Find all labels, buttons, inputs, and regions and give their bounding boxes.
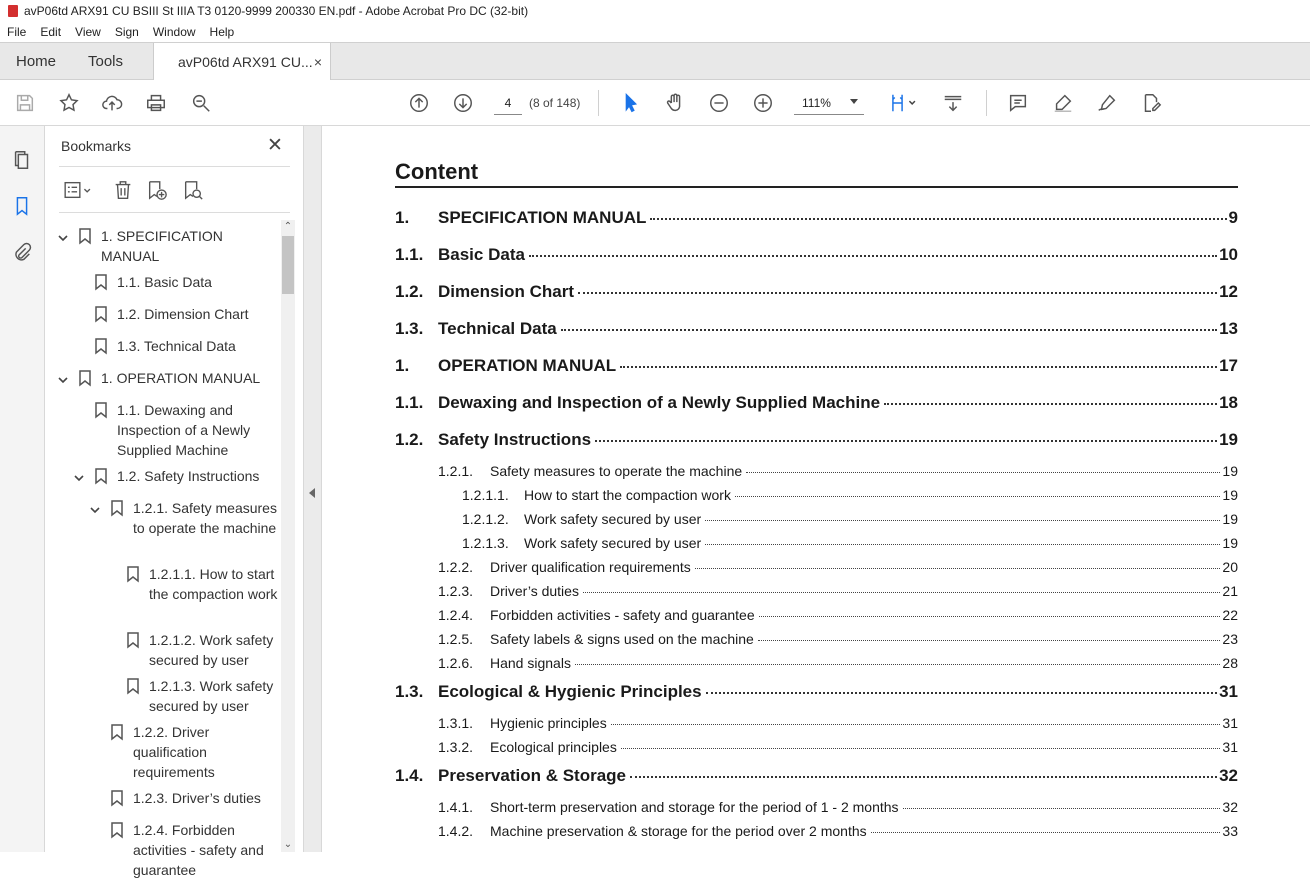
menu-edit[interactable]: Edit xyxy=(40,25,62,39)
bookmark-label: 1.1. Basic Data xyxy=(117,274,212,290)
toc-number: 1.2.1. xyxy=(438,463,474,479)
bookmark-label: 1.2.2. Driver qualification requirements xyxy=(133,724,215,780)
menu-bar xyxy=(0,22,1310,42)
previous-page-icon[interactable] xyxy=(407,91,431,115)
toc-label: Preservation & Storage xyxy=(438,766,627,785)
toc-leader xyxy=(884,403,1217,405)
toc-leader xyxy=(746,472,1220,473)
comment-icon[interactable] xyxy=(1006,91,1030,115)
chevron-down-icon[interactable] xyxy=(73,469,83,479)
toc-label: Hygienic principles xyxy=(490,715,607,731)
toc-leader xyxy=(529,255,1217,257)
toc-page-number: 33 xyxy=(1222,823,1238,839)
menu-file[interactable]: File xyxy=(7,25,27,39)
page-count: (8 of 148) xyxy=(529,96,581,110)
tab-document[interactable] xyxy=(153,43,331,81)
draw-sign-icon[interactable] xyxy=(1095,91,1119,115)
tab-document-label: avP06td ARX91 CU... xyxy=(178,54,313,70)
toc-page-number: 19 xyxy=(1222,535,1238,551)
scroll-thumb[interactable] xyxy=(282,236,294,294)
toc-leader xyxy=(705,544,1220,545)
toc-number: 1.2. xyxy=(395,282,424,301)
tab-home[interactable]: Home xyxy=(16,53,57,70)
bookmark-label: 1.2.1.2. Work safety secured by user xyxy=(149,632,274,668)
bookmark-scrollbar[interactable] xyxy=(281,220,295,852)
toc-label: Technical Data xyxy=(438,319,557,338)
toc-leader xyxy=(630,776,1217,778)
toc-page-number: 10 xyxy=(1219,245,1238,264)
toc-page-number: 32 xyxy=(1222,799,1238,815)
toc-page-number: 9 xyxy=(1228,208,1238,227)
toc-label: Ecological & Hygienic Principles xyxy=(438,682,702,701)
toc-number: 1.2.6. xyxy=(438,655,474,671)
toc-number: 1.2. xyxy=(395,430,424,449)
toc-number: 1.2.2. xyxy=(438,559,474,575)
bookmark-label: 1.1. Dewaxing and Inspection of a Newly Supplied Machine xyxy=(117,402,251,458)
menu-view[interactable]: View xyxy=(75,25,101,39)
menu-help[interactable]: Help xyxy=(209,25,235,39)
title-bar xyxy=(0,0,1310,22)
toc-page-number: 19 xyxy=(1222,487,1238,503)
toc-entry[interactable] xyxy=(438,715,1238,731)
toc-page-number: 19 xyxy=(1219,430,1238,449)
toc-leader xyxy=(583,592,1220,593)
bookmark-icon xyxy=(111,500,123,516)
toc-leader xyxy=(578,292,1217,294)
tab-tools[interactable]: Tools xyxy=(88,53,124,70)
toc-number: 1. xyxy=(395,208,410,227)
bookmark-icon xyxy=(127,632,139,648)
bookmark-icon xyxy=(127,678,139,694)
bookmark-icon xyxy=(79,370,91,386)
bookmark-label: 1.2. Dimension Chart xyxy=(117,306,249,322)
toc-label: Ecological principles xyxy=(490,739,617,755)
toc-leader xyxy=(903,808,1221,809)
toc-entry[interactable] xyxy=(395,356,1238,376)
toc-label: Short-term preservation and storage for the period of 1 - 2 months xyxy=(490,799,899,815)
bookmark-icon xyxy=(95,306,107,322)
toc-page-number: 19 xyxy=(1222,511,1238,527)
toc-label: OPERATION MANUAL xyxy=(438,356,617,375)
scroll-up-icon[interactable]: ⌃ xyxy=(283,221,293,232)
toc-entry[interactable] xyxy=(395,682,1238,702)
highlight-pen-icon[interactable] xyxy=(1051,91,1075,115)
toc-page-number: 28 xyxy=(1222,655,1238,671)
toc-page-number: 12 xyxy=(1219,282,1238,301)
toc-entry[interactable] xyxy=(395,208,1238,228)
toc-leader xyxy=(650,218,1226,220)
toc-page-number: 23 xyxy=(1222,631,1238,647)
bookmark-label: 1.2.3. Driver’s duties xyxy=(133,790,261,806)
toolbar-divider xyxy=(598,90,599,116)
bookmark-label: 1.3. Technical Data xyxy=(117,338,236,354)
toc-label: How to start the compaction work xyxy=(524,487,731,503)
bookmark-icon xyxy=(95,338,107,354)
toc-page-number: 21 xyxy=(1222,583,1238,599)
toc-number: 1. xyxy=(395,356,410,375)
toc-label: Basic Data xyxy=(438,245,525,264)
toc-number: 1.2.1.1. xyxy=(462,487,509,503)
bookmark-label: 1. OPERATION MANUAL xyxy=(101,370,261,386)
toc-label: Dimension Chart xyxy=(438,282,575,301)
tab-close-icon[interactable]: × xyxy=(313,54,322,70)
toc-leader xyxy=(695,568,1221,569)
scroll-mode-icon[interactable] xyxy=(941,91,965,115)
toc-number: 1.2.5. xyxy=(438,631,474,647)
toc-entry[interactable] xyxy=(438,739,1238,755)
panel-collapse-handle[interactable] xyxy=(303,126,322,852)
toc-leader xyxy=(611,724,1221,725)
search-zoom-icon[interactable] xyxy=(189,91,213,115)
toc-number: 1.3. xyxy=(395,319,424,338)
toc-leader xyxy=(735,496,1220,497)
window-title: avP06td ARX91 CU BSIII St IIIA T3 0120-9999 200330 EN.pdf - Adobe Acrobat Pro DC (32-bit) xyxy=(24,4,529,18)
document-view[interactable] xyxy=(322,126,1310,852)
toc-leader xyxy=(620,366,1217,368)
toc-label: Driver qualification requirements xyxy=(490,559,691,575)
toc-page-number: 20 xyxy=(1222,559,1238,575)
toc-number: 1.3. xyxy=(395,682,424,701)
toc-label: Driver’s duties xyxy=(490,583,579,599)
toc-number: 1.4. xyxy=(395,766,424,785)
toc-page-number: 32 xyxy=(1219,766,1238,785)
toc-entry[interactable] xyxy=(438,823,1238,839)
zoom-select[interactable] xyxy=(794,91,864,115)
toc-entry[interactable] xyxy=(462,511,1238,527)
bookmark-label: 1. SPECIFICATION MANUAL xyxy=(101,228,223,264)
toc-entry[interactable] xyxy=(438,583,1238,599)
toc-entry[interactable] xyxy=(462,487,1238,503)
chevron-down-icon[interactable] xyxy=(57,229,67,239)
divider xyxy=(59,166,290,167)
toc-number: 1.4.2. xyxy=(438,823,474,839)
toc-label: Safety measures to operate the machine xyxy=(490,463,743,479)
hand-tool-icon[interactable] xyxy=(663,91,687,115)
toc-leader xyxy=(759,616,1221,617)
toc-entry[interactable] xyxy=(395,245,1238,265)
menu-window[interactable]: Window xyxy=(152,25,196,39)
toc-entry[interactable] xyxy=(438,559,1238,575)
bookmarks-title: Bookmarks xyxy=(61,138,132,154)
scroll-down-icon[interactable]: ⌄ xyxy=(283,839,293,850)
toc-entry[interactable] xyxy=(438,799,1238,815)
toc-number: 1.2.1.3. xyxy=(462,535,509,551)
toc-number: 1.2.3. xyxy=(438,583,474,599)
toc-label: Machine preservation & storage for the period over 2 months xyxy=(490,823,867,839)
toc-label: Work safety secured by user xyxy=(524,535,702,551)
upload-cloud-icon[interactable] xyxy=(100,91,124,115)
toc-leader xyxy=(871,832,1221,833)
bookmark-icon xyxy=(111,724,123,740)
page-number-input[interactable]: 4 xyxy=(494,91,522,115)
chevron-down-icon[interactable] xyxy=(57,371,67,381)
star-icon[interactable] xyxy=(57,91,81,115)
toc-label: Safety Instructions xyxy=(438,430,592,449)
find-bookmark-icon[interactable] xyxy=(181,176,205,204)
print-icon[interactable] xyxy=(144,91,168,115)
divider xyxy=(59,212,290,213)
toc-number: 1.3.1. xyxy=(438,715,474,731)
tab-bar xyxy=(0,42,1310,80)
bookmark-label: 1.2.4. Forbidden activities - safety and guarantee xyxy=(133,822,264,878)
acrobat-icon xyxy=(8,5,18,17)
attachment-icon[interactable] xyxy=(10,240,34,264)
toc-number: 1.1. xyxy=(395,393,424,412)
chevron-down-icon[interactable] xyxy=(89,501,99,511)
toc-entry[interactable] xyxy=(395,430,1238,450)
toc-number: 1.1. xyxy=(395,245,424,264)
page-thumbnails-icon[interactable] xyxy=(10,148,34,172)
toc-label: Dewaxing and Inspection of a Newly Supplied Machine xyxy=(438,393,881,412)
left-rail xyxy=(0,126,45,852)
toc-leader xyxy=(575,664,1220,665)
page-fit-icon[interactable] xyxy=(886,91,920,115)
select-cursor-icon[interactable] xyxy=(619,91,643,115)
toc-page-number: 31 xyxy=(1222,739,1238,755)
bookmark-icon xyxy=(111,790,123,806)
bookmark-icon xyxy=(95,274,107,290)
toc-entry[interactable] xyxy=(395,319,1238,339)
toc-entry[interactable] xyxy=(395,282,1238,302)
bookmark-label: 1.2.1. Safety measures to operate the machine xyxy=(133,500,277,536)
new-bookmark-icon[interactable] xyxy=(145,176,169,204)
bookmark-icon xyxy=(79,228,91,244)
delete-bookmark-icon[interactable] xyxy=(111,176,135,204)
bookmark-icon xyxy=(111,822,123,838)
toolbar-divider xyxy=(986,90,987,116)
toc-number: 1.4.1. xyxy=(438,799,474,815)
toc-page-number: 31 xyxy=(1219,682,1238,701)
toc-page-number: 13 xyxy=(1219,319,1238,338)
toc-label: Work safety secured by user xyxy=(524,511,702,527)
close-icon[interactable]: ✕ xyxy=(267,135,283,156)
bookmark-options-icon[interactable] xyxy=(61,176,95,204)
zoom-value: 111% xyxy=(802,95,831,110)
toc-entry[interactable] xyxy=(438,655,1238,671)
toc-number: 1.3.2. xyxy=(438,739,474,755)
next-page-icon[interactable] xyxy=(451,91,475,115)
bookmark-label: 1.2.1.3. Work safety secured by user xyxy=(149,678,274,714)
toc-page-number: 31 xyxy=(1222,715,1238,731)
toc-label: Safety labels & signs used on the machine xyxy=(490,631,754,647)
toolbar xyxy=(0,80,1310,126)
toc-entry[interactable] xyxy=(462,535,1238,551)
toc-leader xyxy=(758,640,1221,641)
zoom-in-icon[interactable] xyxy=(751,91,775,115)
content-title: Content xyxy=(395,159,479,184)
toc-leader xyxy=(595,440,1217,442)
toc-entry[interactable] xyxy=(438,631,1238,647)
toc-entry[interactable] xyxy=(395,766,1238,786)
zoom-out-icon[interactable] xyxy=(707,91,731,115)
bookmark-tree xyxy=(45,220,283,878)
menu-sign[interactable]: Sign xyxy=(114,25,139,39)
toc-entry[interactable] xyxy=(395,393,1238,413)
bookmark-icon xyxy=(95,468,107,484)
bookmark-panel-icon[interactable] xyxy=(10,194,34,218)
bookmark-label: 1.2.1.1. How to start the compaction work xyxy=(149,566,278,602)
toc-entry[interactable] xyxy=(438,463,1238,479)
toc-leader xyxy=(621,748,1221,749)
save-icon[interactable] xyxy=(13,91,37,115)
toc-label: Hand signals xyxy=(490,655,571,671)
toc-page-number: 19 xyxy=(1222,463,1238,479)
title-rule xyxy=(395,186,1238,188)
toc-number: 1.2.4. xyxy=(438,607,474,623)
bookmark-label: 1.2. Safety Instructions xyxy=(117,468,260,484)
toc-number: 1.2.1.2. xyxy=(462,511,509,527)
bookmark-icon xyxy=(95,402,107,418)
toc-leader xyxy=(705,520,1220,521)
toc-page-number: 18 xyxy=(1219,393,1238,412)
toc-label: SPECIFICATION MANUAL xyxy=(438,208,647,227)
bookmarks-panel xyxy=(45,126,303,878)
toc-page-number: 22 xyxy=(1222,607,1238,623)
bookmark-icon xyxy=(127,566,139,582)
toc-leader xyxy=(706,692,1217,694)
fill-sign-icon[interactable] xyxy=(1139,91,1163,115)
toc-leader xyxy=(561,329,1217,331)
toc-label: Forbidden activities - safety and guarantee xyxy=(490,607,755,623)
collapse-arrow-icon xyxy=(309,488,315,498)
chevron-down-icon xyxy=(850,99,858,104)
toc-page-number: 17 xyxy=(1219,356,1238,375)
toc-entry[interactable] xyxy=(438,607,1238,623)
